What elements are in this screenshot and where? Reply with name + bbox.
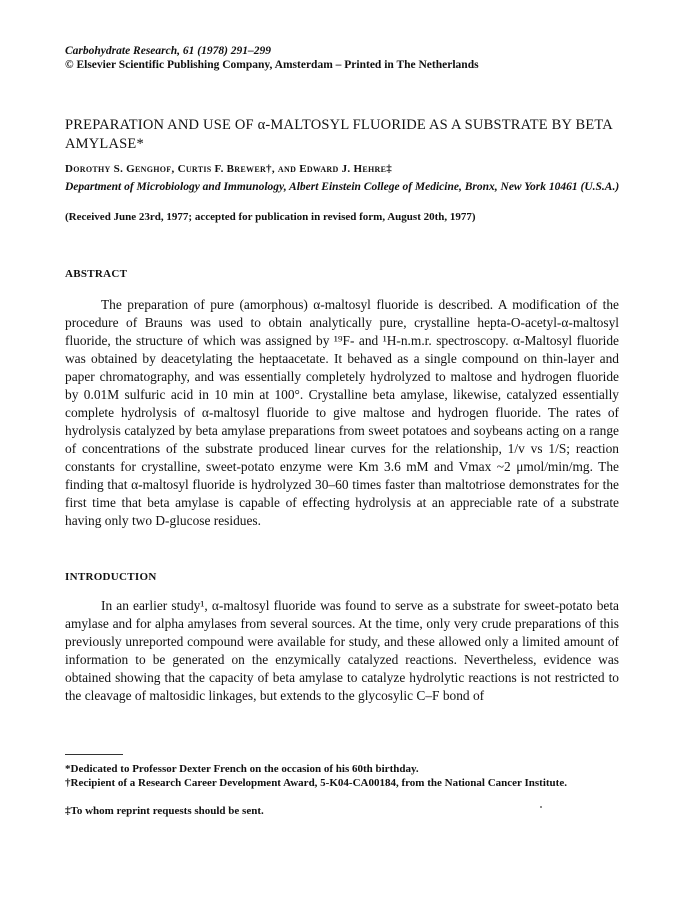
received-dates: (Received June 23rd, 1977; accepted for publication in revised form, August 20th, 1977) <box>65 211 476 223</box>
publisher-line: © Elsevier Scientific Publishing Company, Amsterdam – Printed in The Netherlands <box>65 59 479 71</box>
affiliation: Department of Microbiology and Immunology, Albert Einstein College of Medicine, Bronx, New York 10461 (U.S.A.) <box>65 181 620 193</box>
introduction-text: In an earlier study¹, α-maltosyl fluoride was found to serve as a substrate for sweet-potato beta amylase and for alpha amylases from several sources. At the time, only very crude preparations of this previously unreported compound were available for study, and these allowed only a limited amount of information to be generated on the enzymically catalyzed reactions. Nevertheless, evidence was obtained showing that the capacity of beta amylase to catalyze hydrolytic reactions is not restricted to the cleavage of maltosidic linkages, but extends to the glycosylic C–F bond of <box>65 598 619 703</box>
author-list: Dorothy S. Genghof, Curtis F. Brewer†, and Edward J. Hehre‡ <box>65 163 393 175</box>
footnote-dedication: *Dedicated to Professor Dexter French on the occasion of his 60th birthday. <box>65 763 419 775</box>
journal-header <box>65 44 479 72</box>
introduction-heading: INTRODUCTION <box>65 571 157 583</box>
article-title: PREPARATION AND USE OF α-MALTOSYL FLUORIDE AS A SUBSTRATE BY BETA AMYLASE* <box>65 117 613 152</box>
footnote-reprints: ‡To whom reprint requests should be sent. <box>65 805 264 817</box>
journal-citation: Carbohydrate Research, 61 (1978) 291–299 <box>65 45 272 57</box>
abstract-text: The preparation of pure (amorphous) α-maltosyl fluoride is described. A modification of the procedure of Brauns was used to obtain analytically pure, crystalline hepta-O-acetyl-α-maltosyl fluoride, the structure of which was assigned by ¹⁹F- and ¹H-n.m.r. spectroscopy. α-Maltosyl fluoride was obtained by deacetylating the heptaacetate. It behaved as a single compound on thin-layer and paper chromatography, and was essentially completely hydrolyzed to maltose and hydrogen fluoride by 0.01M sulfuric acid in 10 min at 100°. Crystalline beta amylase, likewise, catalyzed essentially complete hydrolysis of α-maltosyl fluoride to give maltose and hydrogen fluoride. The rates of hydrolysis catalyzed by beta amylase preparations from sweet potatoes and soybeans acting on a range of concentrations of the substrate produced linear curves for the relationship, 1/v vs 1/S; reaction constants for crystalline, sweet-potato enzyme were Km 3.6 mM and Vmax ~2 μmol/min/mg. The finding that α-maltosyl fluoride is hydrolyzed 30–60 times faster than maltotriose demonstrates for the first time that beta amylase is capable of effecting hydrolysis at an appreciable rate of a substrate having only two D-glucose residues. <box>65 297 619 528</box>
page-speck <box>540 806 542 808</box>
abstract-heading: ABSTRACT <box>65 268 128 280</box>
footnote-award: †Recipient of a Research Career Development Award, 5-K04-CA00184, from the National Cancer Institute. <box>65 777 567 789</box>
footnote-divider <box>65 754 123 755</box>
